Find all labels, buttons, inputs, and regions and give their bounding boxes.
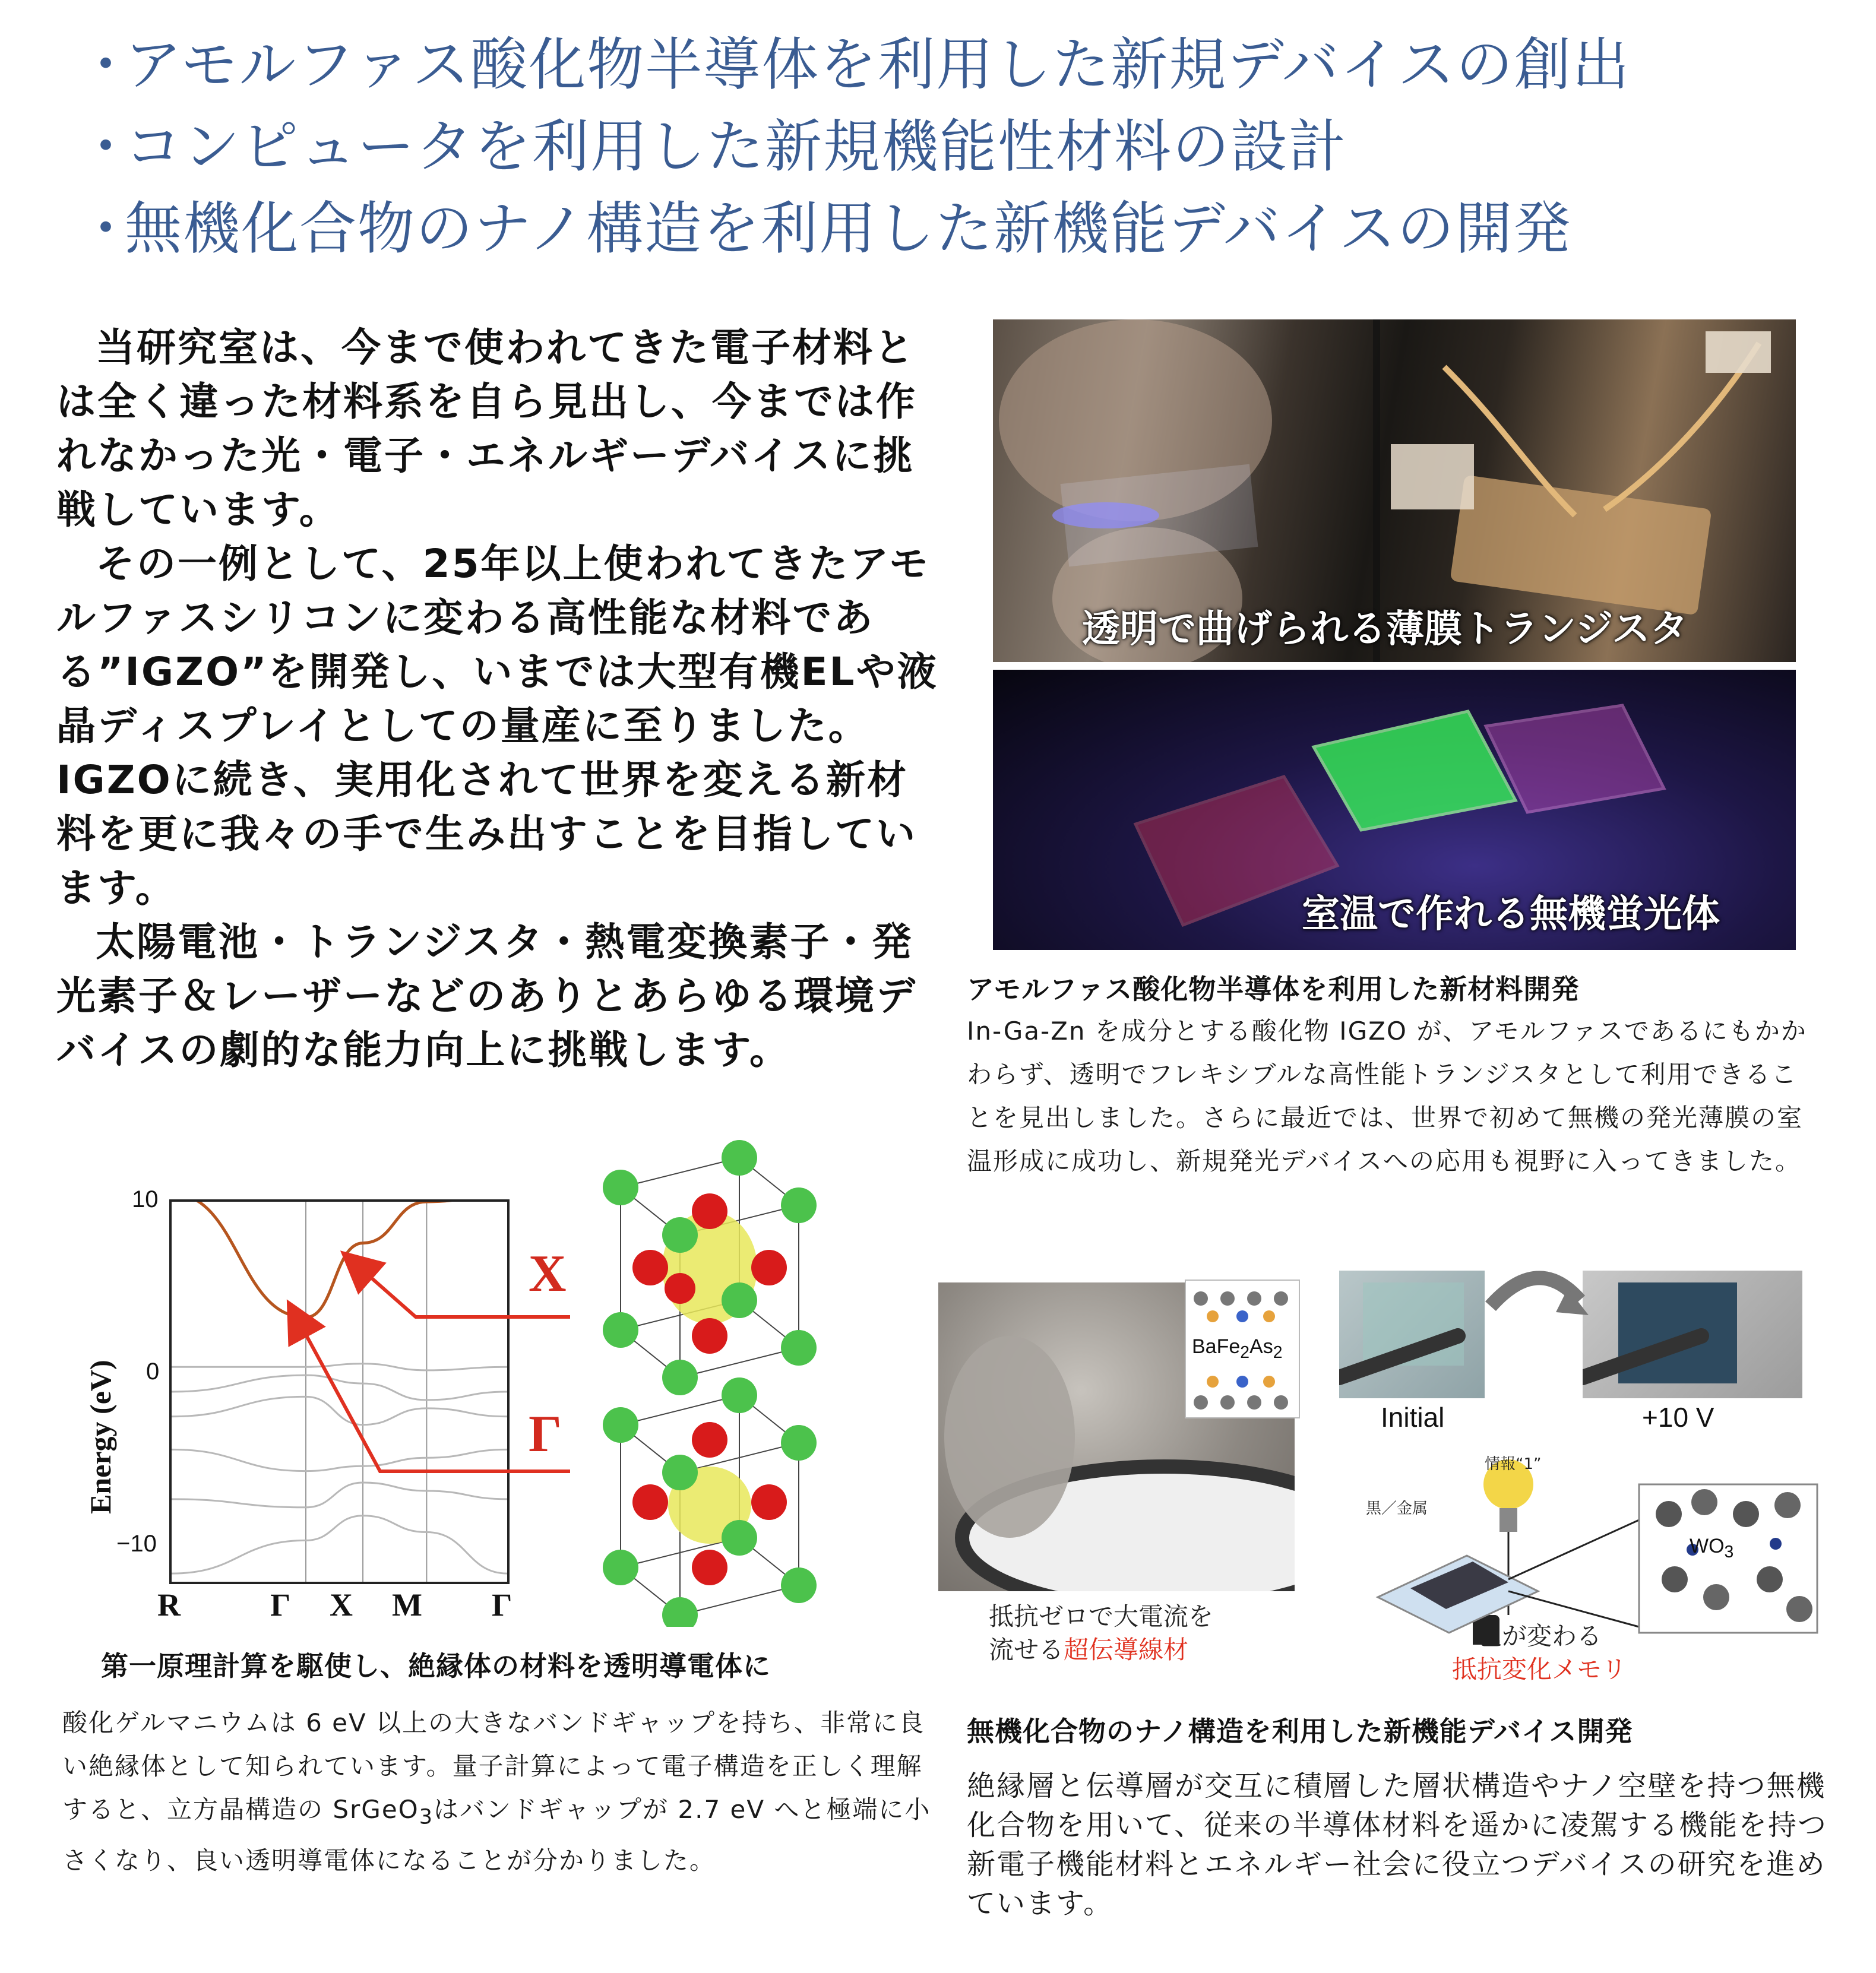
intro-paragraph: 太陽電池・トランジスタ・熱電変換素子・発光素子＆レーザーなどのありとあらゆる環境デバイスの劇的な能力向上に挑戦します。: [56, 919, 917, 1073]
nano-title: 無機化合物のナノ構造を利用した新機能デバイス開発: [967, 1715, 1633, 1747]
flexible-tft-photo: [993, 319, 1796, 662]
x-tick: Γ: [270, 1587, 291, 1623]
memory-device-diagram: [1360, 1449, 1835, 1645]
superconductor-caption: [989, 1600, 1213, 1667]
initial-label: Initial: [1381, 1402, 1445, 1433]
bullet-text: コンピュータを利用した新規機能性材料の設計: [125, 113, 1347, 180]
initial-photo: [1339, 1271, 1485, 1398]
y-tick: 0: [146, 1358, 160, 1385]
bullet-text: 無機化合物のナノ構造を利用した新機能デバイスの開発: [125, 195, 1572, 262]
label-x: X: [529, 1245, 567, 1303]
x-tick: X: [330, 1587, 353, 1623]
x-tick: Γ: [492, 1587, 513, 1623]
initial-illustration: [1339, 1271, 1485, 1398]
memory-caption: [1452, 1620, 1627, 1686]
info-label: 情報“1”: [1485, 1455, 1542, 1473]
metal-label: 黒／金属: [1366, 1500, 1428, 1518]
bafe2as2-inset: [1185, 1280, 1300, 1418]
intro-paragraph: 当研究室は、今まで使われてきた電子材料とは全く違った材料系を自ら見出し、今までは作れなかった光・電子・エネルギーデバイスに挑戦しています。: [56, 325, 917, 533]
voltage-illustration: [1583, 1271, 1802, 1398]
band-title: 第一原理計算を駆使し、絶縁体の材料を透明導電体に: [101, 1650, 771, 1682]
band-line: [172, 1516, 507, 1573]
sc-caption-line2: 流せる超伝導線材: [989, 1635, 1189, 1664]
bullet-marker: ・: [77, 195, 135, 262]
y-axis-label: Energy (eV): [84, 1360, 117, 1514]
band-body: [62, 1701, 935, 1882]
crystal-x: [603, 1140, 817, 1395]
amorphous-body: [967, 1009, 1810, 1183]
bullet-text: アモルファス酸化物半導体を利用した新規デバイスの創出: [125, 31, 1631, 98]
voltage-photo: [1583, 1271, 1802, 1398]
band-body-text: はバンドギャップが 2.7 eV へと極端に小さくなり、良い透明導電体になることが分かりました。: [62, 1795, 931, 1876]
amorphous-title: アモルファス酸化物半導体を利用した新材料開発: [967, 973, 1580, 1005]
amorphous-paragraph: In-Ga-Zn を成分とする酸化物 IGZO が、アモルファスであるにもかかわらず、透明でフレキシブルな高性能トランジスタとして利用できることを見出しました。さらに最近では、世界で初めて無機の発光薄膜の室温形成に成功し、新規発光デバイスへの応用も視野に入ってきました。: [967, 1016, 1807, 1176]
header-bullets: [77, 24, 1847, 270]
curved-arrow-icon: [1485, 1259, 1592, 1330]
band-body-subscript: 3: [419, 1805, 434, 1829]
nano-paragraph: 絶縁層と伝導層が交互に積層した層状構造やナノ空壁を持つ無機化合物を用いて、従来の半導体材料を遥かに凌駕する機能を持つ新電子機能材料とエネルギー社会に役立つデバイスの研究を進めています。: [967, 1769, 1828, 1920]
crystal-gamma: [603, 1377, 817, 1627]
x-tick: M: [392, 1587, 422, 1623]
phosphor-photo: [993, 670, 1796, 950]
crystal-structures: [585, 1140, 834, 1627]
mem-caption-line2: 抵抗変化メモリ: [1452, 1655, 1627, 1684]
y-tick: 10: [132, 1186, 159, 1212]
wo3-label: $WO_3$: [1690, 1535, 1734, 1562]
intro-text: [56, 321, 947, 1077]
label-gamma: Γ: [529, 1405, 562, 1463]
phosphor-caption: 室温で作れる無機蛍光体: [1302, 892, 1720, 936]
intro-paragraph: その一例として、25年以上使われてきたアモルファスシリコンに変わる高性能な材料である”IGZO”を開発し、いまでは大型有機ELや液晶ディスプレイとしての量産に至りました。 IGZOに続き、実用化されて世界を変える新材料を更に我々の手で生み出すことを目指しています。: [56, 541, 938, 911]
band-body-text: 酸化ゲルマニウムは 6 eV 以上の大きなバンドギャップを持ち、非常に良い絶縁体として知られています。量子計算によって電子構造を正しく理解すると、立方晶構造の SrGeO: [62, 1708, 925, 1824]
bullet-marker: ・: [77, 31, 135, 98]
sc-caption-line1: 抵抗ゼロで大電流を: [989, 1602, 1214, 1631]
bullet-3: [77, 188, 1847, 270]
mem-caption-line1: 色が変わる: [1477, 1622, 1602, 1651]
nano-body: [967, 1766, 1840, 1923]
y-tick: −10: [116, 1531, 157, 1557]
bullet-1: [77, 24, 1847, 106]
bafe2as2-formula: $BaFe_2As_2$: [1192, 1335, 1283, 1362]
bullet-2: [77, 106, 1847, 188]
voltage-label: +10 V: [1642, 1402, 1714, 1433]
bullet-marker: ・: [77, 113, 135, 180]
tft-caption: 透明で曲げられる薄膜トランジスタ: [1082, 607, 1688, 651]
x-tick: R: [157, 1587, 181, 1623]
